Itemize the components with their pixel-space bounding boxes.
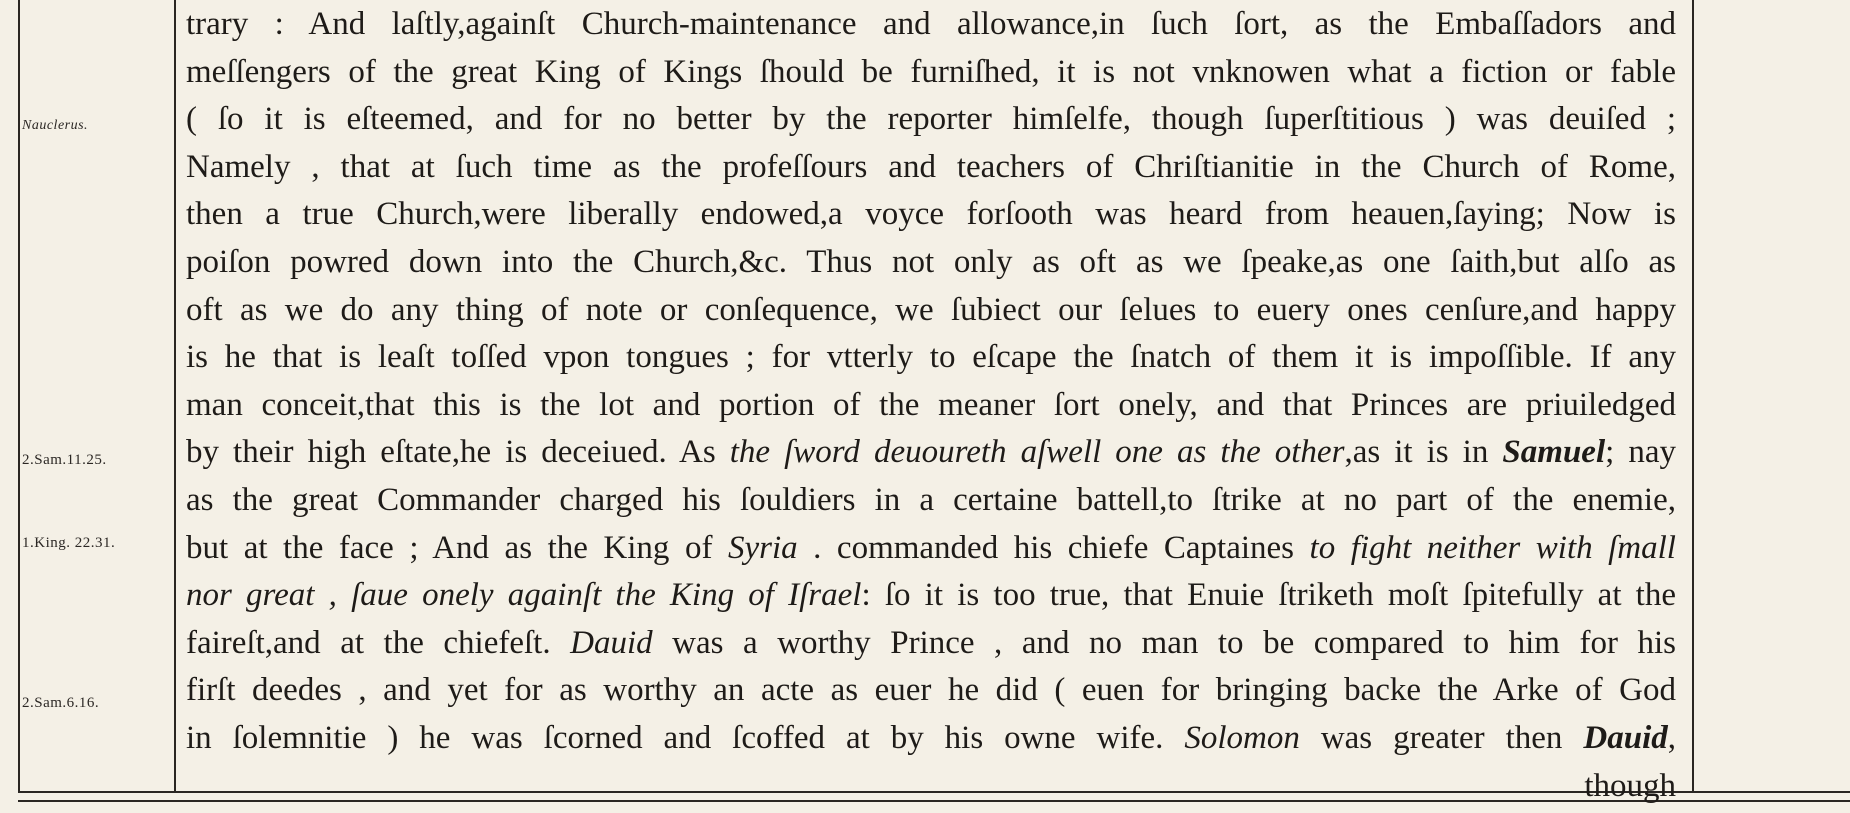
left-border-rule — [18, 0, 20, 793]
text-span: ; nay — [1605, 434, 1676, 471]
italic-phrase: Syria — [727, 529, 798, 566]
text-span: but at the face ; And as the King of — [186, 529, 728, 566]
text-span: was a worthy Prince , and no man to be compared to him for his — [652, 624, 1676, 661]
text-line — [186, 143, 1676, 191]
text-span: faireſt,and at the chiefeſt. — [186, 624, 571, 661]
text-span: ( ſo it is eſteemed, and for no better by the reporter himſelfe, though ſuperſtitious ) was deuiſed ; — [186, 101, 1676, 138]
italic-phrase: Dauid — [570, 624, 653, 661]
margin-note-king: 1.King. 22.31. — [22, 535, 116, 551]
text-span: firſt deedes , and yet for as worthy an acte as euer he did ( euen for bringing backe the Arke of God — [186, 672, 1676, 709]
text-span: man conceit,that this is the lot and portion of the meaner ſort onely, and that Princes are priuiledged — [186, 386, 1676, 423]
text-line — [186, 476, 1676, 524]
text-line — [186, 238, 1676, 286]
text-line — [186, 571, 1676, 619]
italic-phrase: to fight neither with ſmall — [1309, 529, 1676, 566]
text-span: . commanded his chiefe Captaines — [797, 529, 1310, 566]
text-line — [186, 666, 1676, 714]
text-line — [186, 381, 1676, 429]
text-span: , — [1667, 720, 1676, 756]
text-span: ,as it is in — [1344, 434, 1503, 471]
italic-phrase: nor great , ſaue onely againſt the King of Iſrael — [186, 577, 862, 614]
text-span: as the great Commander charged his ſouldiers in a certaine battell,to ſtrike at no part of the enemie, — [186, 482, 1676, 518]
text-span: poiſon powred down into the Church,&c. Thus not only as oft as we ſpeake,as one ſaith,but alſo as — [186, 244, 1676, 280]
text-line — [186, 95, 1676, 143]
margin-note-sam2: 2.Sam.6.16. — [22, 695, 100, 711]
text-line — [186, 190, 1676, 238]
text-span: though — [1584, 767, 1676, 804]
text-span: : ſo it is too true, that Enuie ſtriketh moſt ſpitefully at the — [861, 577, 1676, 614]
text-line — [186, 333, 1676, 381]
text-span: by their high eſtate,he is deceiued. As — [186, 434, 730, 471]
text-line — [186, 714, 1676, 762]
italic-phrase: Dauid — [1583, 720, 1668, 756]
text-span: oft as we do any thing of note or conſequence, we ſubiect our ſelues to euery ones cenſure,and happy — [186, 291, 1676, 328]
text-span: Namely , that at ſuch time as the profeſſours and teachers of Chriſtianitie in the Church of Rome, — [186, 148, 1676, 185]
text-column-right-rule — [1692, 0, 1694, 793]
text-line — [186, 524, 1676, 572]
text-span: then a true Church,were liberally endowed,a voyce forſooth was heard from heauen,ſaying; Now is — [186, 196, 1676, 233]
text-span: is he that is leaſt toſſed vpon tongues ; for vtterly to eſcape the ſnatch of them it is impoſſible. If any — [186, 339, 1676, 376]
text-line — [186, 48, 1676, 96]
italic-phrase: Samuel — [1502, 434, 1606, 471]
text-span: trary : And laſtly,againſt Church-maintenance and allowance,in ſuch ſort, as the Embaſſadors and — [186, 6, 1676, 42]
italic-phrase: the ſword deuoureth aſwell one as the other — [729, 434, 1345, 471]
text-span: meſſengers of the great King of Kings ſhould be furniſhed, it is not vnknowen what a fiction or fable — [186, 53, 1676, 90]
text-line — [186, 0, 1676, 48]
text-span: in ſolemnitie ) he was ſcorned and ſcoffed at by his owne wife. — [186, 720, 1185, 756]
text-line — [186, 428, 1676, 476]
margin-column-rule — [174, 0, 176, 793]
text-line — [186, 286, 1676, 334]
italic-phrase: Solomon — [1184, 720, 1300, 756]
text-line — [186, 762, 1676, 810]
text-line — [186, 619, 1676, 667]
text-span: was greater then — [1299, 720, 1584, 756]
margin-note-sam1: 2.Sam.11.25. — [22, 452, 107, 468]
margin-note-naucl: Nauclerus. — [22, 118, 89, 133]
